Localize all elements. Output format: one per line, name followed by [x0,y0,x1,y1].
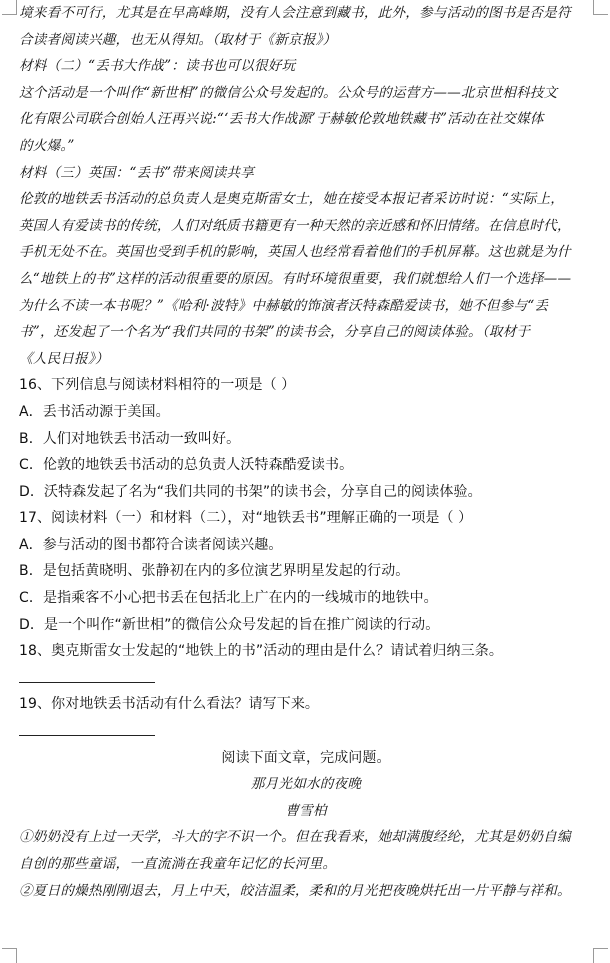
text-line: C．是指乘客不小心把书丢在包括北上广在内的一线城市的地铁中。 [19,590,438,607]
text-line: 材料（三）英国：“丢书”带来阅读共享 [19,164,254,181]
crop-mark-top-right [593,0,608,15]
text-line: 这个活动是一个叫作“新世相”的微信公众号发起的。公众号的运营方——北京世相科技文 [19,84,558,101]
text-line: 为什么不读一本书呢？”《哈利·波特》中赫敏的饰演者沃特森酷爱读书，她不但参与“丢 [19,297,549,314]
text-line: ①奶奶没有上过一天学，斗大的字不识一个。但在我看来，她却满腹经纶，尤其是奶奶自编 [19,829,571,846]
text-line: 曹雪柏 [285,802,327,819]
text-line: D．沃特森发起了名为“我们共同的书架”的读书会，分享自己的阅读体验。 [19,483,482,500]
text-line: 的火爆。” [19,137,75,154]
text-line: 17、阅读材料（一）和材料（二），对“地铁丢书”理解正确的一项是（ ） [19,510,473,527]
text-line: 自创的那些童谣，一直流淌在我童年记忆的长河里。 [19,856,337,872]
crop-mark-top-left [2,0,17,15]
text-line: B．是包括黄晓明、张静初在内的多位演艺界明星发起的行动。 [19,563,410,580]
text-line: B．人们对地铁丢书活动一致叫好。 [19,430,241,447]
answer-blank[interactable] [19,718,593,745]
text-line: 那月光如水的夜晚 [250,776,362,793]
text-line: 阅读下面文章，完成问题。 [221,749,391,766]
text-line: 伦敦的地铁丢书活动的总负责人是奥克斯雷女士，她在接受本报记者采访时说：“实际上， [19,191,565,208]
text-line: 合读者阅读兴趣，也无从得知。（取材于《新京报》） [19,31,337,48]
text-line: 18、奥克斯雷女士发起的“地铁上的书”活动的理由是什么？请试着归纳三条。 [19,643,503,660]
text-line: 16、下列信息与阅读材料相符的一项是（ ） [19,377,296,394]
text-line: 么“地铁上的书”这样的活动很重要的原因。有时环境很重要，我们就想给人们一个选择—— [19,270,572,287]
answer-blank[interactable] [19,665,593,692]
text-line: A．丢书活动源于美国。 [19,403,170,420]
answer-underline [19,682,155,683]
text-line: C．伦敦的地铁丢书活动的总负责人沃特森酷爱读书。 [19,457,354,474]
crop-mark-bottom-right [593,948,608,963]
text-line: 化有限公司联合创始人汪再兴说:“‘丢书大作战源’于赫敏伦敦地铁藏书”活动在社交媒体 [19,111,544,128]
text-line: 英国人有爱读书的传统，人们对纸质书籍更有一种天然的亲近感和怀旧情绪。在信息时代， [19,217,571,234]
text-line: 材料（二）“丢书大作战”：读书也可以很好玩 [19,58,296,75]
text-line: 《人民日报》） [19,350,109,367]
text-line: 手机无处不在。英国也受到手机的影响，英国人也经常看着他们的手机屏幕。这也就是为什 [19,244,571,261]
answer-underline [19,735,155,736]
text-line: A．参与活动的图书都符合读者阅读兴趣。 [19,536,283,553]
text-line: ②夏日的燥热刚刚退去，月上中天，皎洁温柔，柔和的月光把夜晚烘托出一片平静与祥和。 [19,882,571,899]
text-line: 境来看不可行，尤其是在早高峰期，没有人会注意到藏书，此外，参与活动的图书是否是符 [19,5,571,21]
text-line: 19、你对地铁丢书活动有什么看法？请写下来。 [19,696,320,713]
document-body [19,0,593,904]
crop-mark-bottom-left [2,948,17,963]
text-line: D．是一个叫作“新世相”的微信公众号发起的旨在推广阅读的行动。 [19,616,440,633]
text-line: 书”，还发起了一个名为“我们共同的书架”的读书会，分享自己的阅读体验。（取材于 [19,324,531,341]
